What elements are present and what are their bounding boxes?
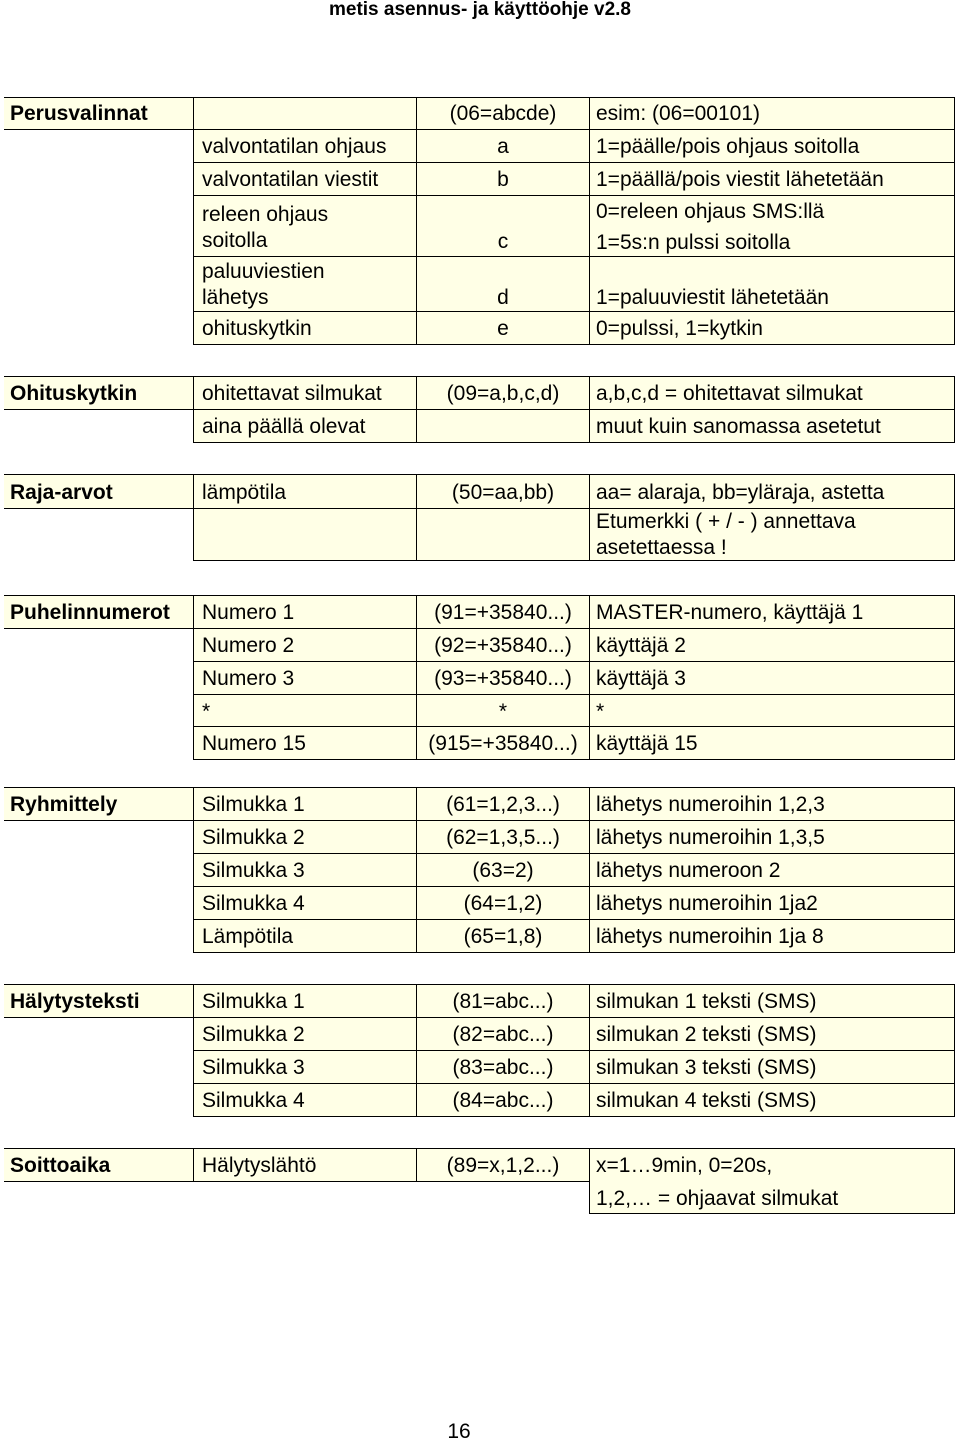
row-name: releen ohjaus soitolla bbox=[193, 195, 417, 257]
row-desc: Etumerkki ( + / - ) annettava asetettaessa ! bbox=[589, 508, 955, 561]
row-code: (93=+35840...) bbox=[416, 661, 590, 695]
row-code: (92=+35840...) bbox=[416, 628, 590, 662]
row-desc: silmukan 2 teksti (SMS) bbox=[589, 1017, 955, 1051]
row-name: Silmukka 3 bbox=[193, 853, 417, 887]
row-name: valvontatilan ohjaus bbox=[193, 129, 417, 163]
row-code: d bbox=[416, 256, 590, 312]
row-code: e bbox=[416, 311, 590, 345]
row-name: ohitettavat silmukat bbox=[193, 376, 417, 410]
row-code: (50=aa,bb) bbox=[416, 474, 590, 509]
row-name: Silmukka 2 bbox=[193, 1017, 417, 1051]
header-desc-cell: esim: (06=00101) bbox=[589, 97, 955, 130]
row-name: Hälytyslähtö bbox=[193, 1148, 417, 1182]
section-label: Soittoaika bbox=[4, 1148, 194, 1182]
row-name bbox=[193, 508, 417, 561]
document-header: metis asennus- ja käyttöohje v2.8 bbox=[328, 0, 631, 20]
section-label: Ryhmittely bbox=[4, 787, 194, 821]
row-desc: 1=päälle/pois ohjaus soitolla bbox=[589, 129, 955, 163]
row-name: valvontatilan viestit bbox=[193, 162, 417, 196]
row-desc: 0=pulssi, 1=kytkin bbox=[589, 311, 955, 345]
page-number: 16 bbox=[447, 1420, 471, 1443]
section-label: Puhelinnumerot bbox=[4, 595, 194, 629]
row-code: (81=abc...) bbox=[416, 984, 590, 1018]
row-desc: lähetys numeroihin 1,2,3 bbox=[589, 787, 955, 821]
row-code: (91=+35840...) bbox=[416, 595, 590, 629]
row-desc: silmukan 1 teksti (SMS) bbox=[589, 984, 955, 1018]
row-code: * bbox=[416, 694, 590, 727]
section-label: Hälytysteksti bbox=[4, 984, 194, 1018]
row-code: a bbox=[416, 129, 590, 163]
row-code: (09=a,b,c,d) bbox=[416, 376, 590, 410]
row-name: Silmukka 4 bbox=[193, 1083, 417, 1117]
row-code: (63=2) bbox=[416, 853, 590, 887]
section-label: Raja-arvot bbox=[4, 474, 194, 509]
row-desc: lähetys numeroihin 1ja 8 bbox=[589, 919, 955, 953]
row-name: * bbox=[193, 694, 417, 727]
row-code: (62=1,3,5...) bbox=[416, 820, 590, 854]
row-name: Silmukka 4 bbox=[193, 886, 417, 920]
row-code: b bbox=[416, 162, 590, 196]
row-desc: silmukan 3 teksti (SMS) bbox=[589, 1050, 955, 1084]
row-name: Numero 15 bbox=[193, 726, 417, 760]
row-code: (83=abc...) bbox=[416, 1050, 590, 1084]
row-name: Silmukka 1 bbox=[193, 787, 417, 821]
row-code: (61=1,2,3...) bbox=[416, 787, 590, 821]
row-name: ohituskytkin bbox=[193, 311, 417, 345]
row-code: (89=x,1,2...) bbox=[416, 1148, 590, 1182]
row-code: (915=+35840...) bbox=[416, 726, 590, 760]
row-code: c bbox=[416, 195, 590, 257]
row-desc: käyttäjä 15 bbox=[589, 726, 955, 760]
row-desc: x=1…9min, 0=20s, 1,2,… = ohjaavat silmukat bbox=[589, 1148, 955, 1214]
row-desc: muut kuin sanomassa asetetut bbox=[589, 409, 955, 443]
row-name: Numero 2 bbox=[193, 628, 417, 662]
row-code: (64=1,2) bbox=[416, 886, 590, 920]
row-desc: silmukan 4 teksti (SMS) bbox=[589, 1083, 955, 1117]
row-desc: käyttäjä 2 bbox=[589, 628, 955, 662]
row-desc: a,b,c,d = ohitettavat silmukat bbox=[589, 376, 955, 410]
section-label: Ohituskytkin bbox=[4, 376, 194, 410]
row-name: Silmukka 1 bbox=[193, 984, 417, 1018]
row-desc: 0=releen ohjaus SMS:llä 1=5s:n pulssi soitolla bbox=[589, 195, 955, 257]
row-name: Lämpötila bbox=[193, 919, 417, 953]
row-name: paluuviestien lähetys bbox=[193, 256, 417, 312]
row-code: (82=abc...) bbox=[416, 1017, 590, 1051]
row-name: Numero 3 bbox=[193, 661, 417, 695]
row-desc: käyttäjä 3 bbox=[589, 661, 955, 695]
row-name: lämpötila bbox=[193, 474, 417, 509]
header-code-cell: (06=abcde) bbox=[416, 97, 590, 130]
row-name: aina päällä olevat bbox=[193, 409, 417, 443]
row-name: Silmukka 3 bbox=[193, 1050, 417, 1084]
header-name-cell bbox=[193, 97, 417, 130]
row-desc: lähetys numeroon 2 bbox=[589, 853, 955, 887]
row-desc: lähetys numeroihin 1,3,5 bbox=[589, 820, 955, 854]
row-name: Numero 1 bbox=[193, 595, 417, 629]
row-code: (84=abc...) bbox=[416, 1083, 590, 1117]
row-desc: * bbox=[589, 694, 955, 727]
row-desc: aa= alaraja, bb=yläraja, astetta bbox=[589, 474, 955, 509]
row-code: (65=1,8) bbox=[416, 919, 590, 953]
row-desc: 1=päällä/pois viestit lähetetään bbox=[589, 162, 955, 196]
section-label: Perusvalinnat bbox=[4, 97, 194, 130]
row-code bbox=[416, 409, 590, 443]
row-desc: MASTER-numero, käyttäjä 1 bbox=[589, 595, 955, 629]
row-desc: 1=paluuviestit lähetetään bbox=[589, 256, 955, 312]
row-name: Silmukka 2 bbox=[193, 820, 417, 854]
row-code bbox=[416, 508, 590, 561]
row-desc: lähetys numeroihin 1ja2 bbox=[589, 886, 955, 920]
